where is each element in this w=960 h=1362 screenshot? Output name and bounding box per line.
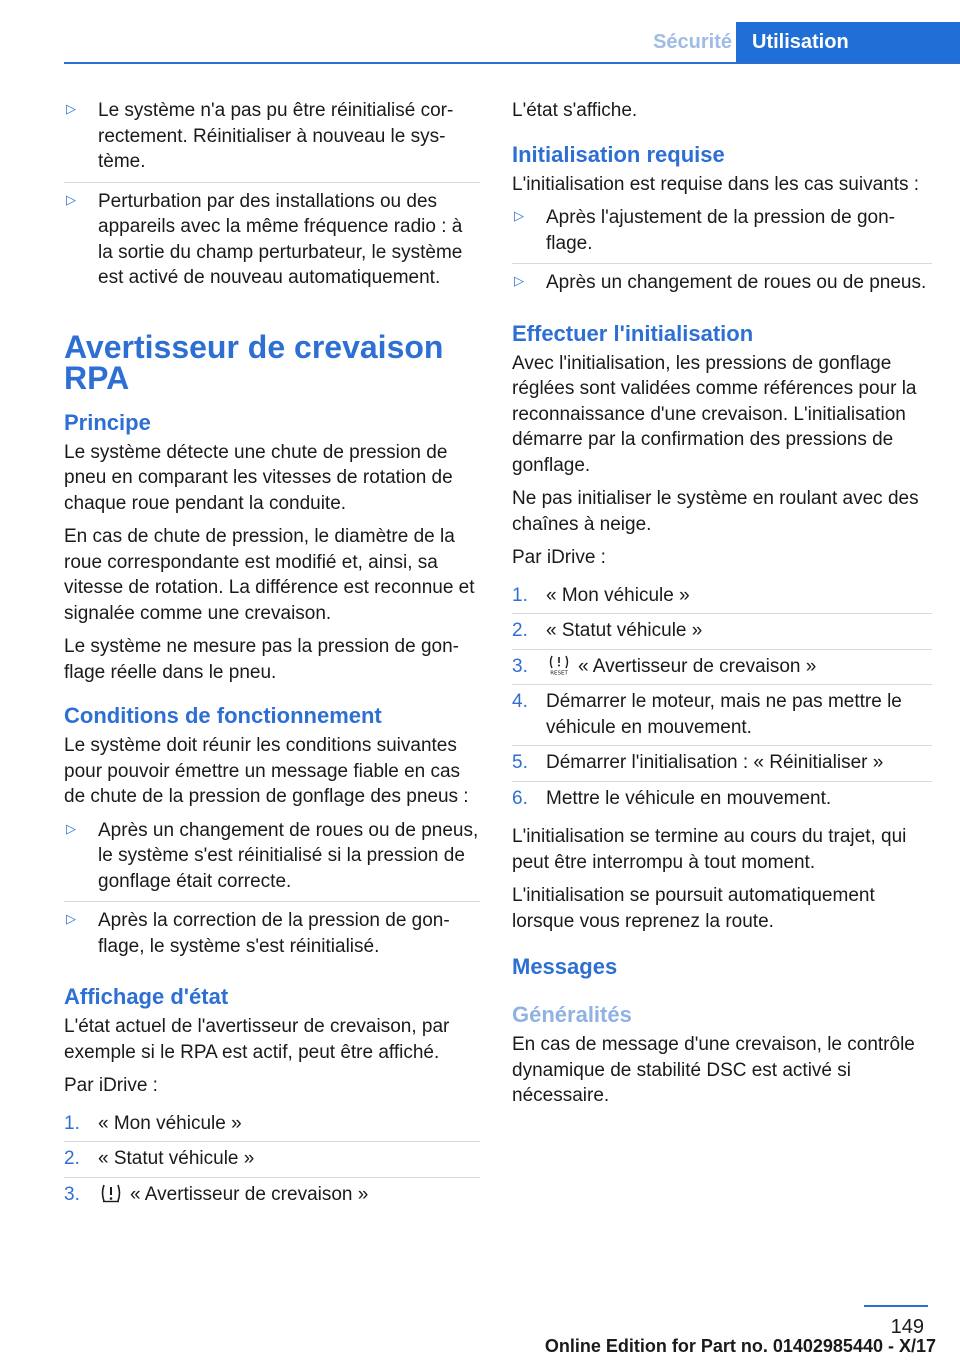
edition-line: Online Edition for Part no. 01402985440 - X/17 [544, 1336, 936, 1356]
affichage-steps [64, 1107, 480, 1213]
paragraph: En cas de message d'une crevaison, le contrôle dynamique de stabilité DSC est activé si nécessaire. [512, 1034, 915, 1106]
paragraph: Le système doit réunir les conditions suivantes pour pouvoir émettre un message fiable en cas de chute de la pression de gonflage des pneus : [64, 735, 469, 807]
paragraph: Le système ne mesure pas la pression de gonflage réelle dans le pneu. [64, 636, 459, 683]
footer-rule [864, 1305, 928, 1307]
paragraph: En cas de chute de pression, le diamètre de la roue correspondante est modifié et, ainsi, sa vitesse de rotation. La différence est reconnue et signalée comme une crevaison. [64, 526, 475, 624]
step-item: 5. Démarrer l'initialisation : « Réinitialiser » [512, 745, 932, 781]
step-item: 1. « Mon véhicule » [64, 1112, 242, 1134]
intro-list [64, 98, 480, 298]
tire-reset-icon [548, 655, 570, 675]
paragraph: L'initialisation est requise dans les cas suivants : [512, 173, 920, 195]
list-item: ▷ Après un changement de roues ou de pneus. [512, 263, 932, 303]
paragraph: L'état s'affiche. [512, 100, 638, 121]
list-item: ▷ Le système n'a pas pu être réinitialisé correctement. Réinitialiser à nouveau le système. [66, 100, 454, 172]
list-item: ▷ Après la correction de la pression de gonflage, le système s'est réinitialisé. [64, 901, 480, 966]
paragraph: L'état actuel de l'avertisseur de crevaison, par exemple si le RPA est actif, peut être affiché. [64, 1016, 450, 1063]
paragraph: Ne pas initialiser le système en roulant avec des chaînes à neige. [512, 488, 919, 535]
step-item: 4. Démarrer le moteur, mais ne pas mettre le véhicule en mouvement. [512, 684, 932, 745]
idrive-label: Par iDrive : [64, 1075, 158, 1096]
step-item: 3. RESET « Avertisseur de crevaison » [512, 649, 932, 685]
initialisation-requise-heading: Initialisation requise [512, 141, 725, 167]
principe-heading: Principe [64, 409, 151, 435]
tire-warning-icon [100, 1183, 122, 1203]
triangle-bullet-icon: ▷ [66, 820, 76, 836]
paragraph: Le système détecte une chute de pression de pneu en comparant les vitesses de rotation de chaque roue pendant la conduite. [64, 441, 453, 514]
section-title: Avertisseur de crevaison RPA [64, 328, 444, 396]
conditions-heading: Conditions de fonctionnement [64, 703, 382, 728]
triangle-bullet-icon: ▷ [66, 101, 76, 116]
paragraph: L'initialisation se poursuit automatiquement lorsque vous reprenez la route. [512, 885, 875, 932]
page-number: 149 [890, 1316, 924, 1338]
effectuer-heading: Effectuer l'initialisation [512, 320, 754, 346]
tab-securite[interactable]: Sécurité [653, 31, 732, 53]
list-item: ▷ Après l'ajustement de la pression de gonflage. [514, 207, 895, 254]
idrive-label: Par iDrive : [512, 547, 606, 568]
effectuer-steps [512, 579, 932, 817]
step-item: 6. Mettre le véhicule en mouvement. [512, 781, 932, 817]
step-item: 2. « Statut véhicule » [64, 1141, 480, 1177]
step-item: 2. « Statut véhicule » [512, 613, 932, 649]
step-item: 1. « Mon véhicule » [512, 584, 690, 606]
tab-utilisation[interactable]: Utilisation [736, 22, 960, 62]
conditions-list [64, 818, 480, 967]
list-item: ▷ Perturbation par des installations ou des appareils avec la même fréquence radio : à la sortie du champ perturbateur, le système est activé de nouveau automatiquement. [64, 182, 480, 298]
list-item: ▷ Après un changement de roues ou de pneus, le système s'est réinitialisé si la pression de gonflage était correcte. [66, 819, 479, 892]
triangle-bullet-icon: ▷ [66, 191, 76, 207]
left-column [64, 98, 480, 1220]
right-column [512, 98, 932, 1117]
header-rule [64, 62, 960, 64]
initialisation-list [512, 205, 932, 303]
triangle-bullet-icon: ▷ [514, 208, 524, 223]
svg-text:RESET: RESET [550, 670, 568, 675]
paragraph: L'initialisation se termine au cours du trajet, qui peut être interrompu à tout moment. [512, 826, 907, 873]
step-item: 3. « Avertisseur de crevaison » [64, 1177, 480, 1213]
generalites-heading: Généralités [512, 1002, 632, 1027]
messages-heading: Messages [512, 954, 618, 979]
paragraph: Avec l'initialisation, les pressions de gonflage réglées sont validées comme références pour la reconnaissance d'une crevaison. L'initialisation démarre par la confirmation des pressions de gonflage. [512, 352, 917, 476]
triangle-bullet-icon: ▷ [66, 911, 76, 926]
affichage-heading: Affichage d'état [64, 984, 229, 1009]
triangle-bullet-icon: ▷ [514, 273, 524, 288]
